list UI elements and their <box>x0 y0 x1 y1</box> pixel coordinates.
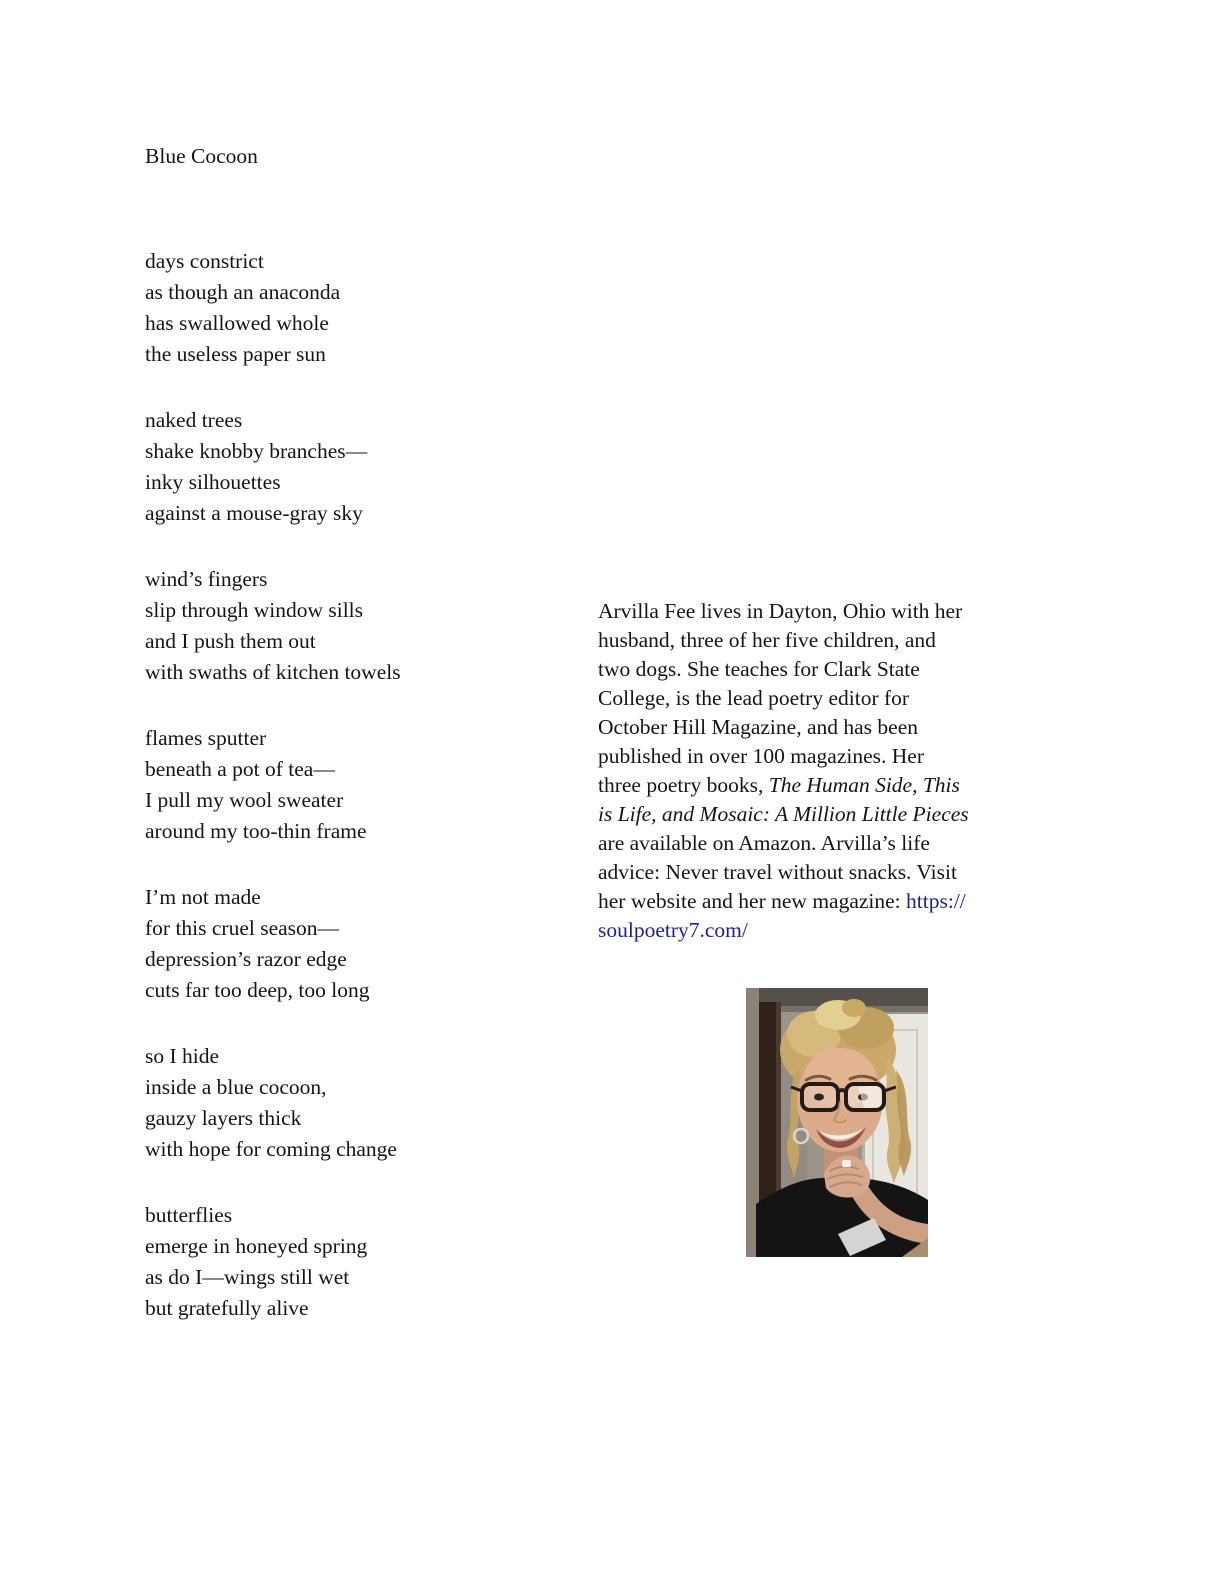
bio-line <box>598 858 1068 887</box>
bio-text: her website and her new magazine: <box>598 889 907 913</box>
poem-line: so I hide <box>145 1044 220 1068</box>
poem-line: with swaths of kitchen towels <box>145 660 401 684</box>
poem-line: with hope for coming change <box>145 1137 397 1161</box>
poem-line: I pull my wool sweater <box>145 788 344 812</box>
bio-text: is Life, and Mosaic: A Million Little Pieces <box>598 802 969 826</box>
bio-text: advice: Never travel without snacks. Visit <box>598 860 957 884</box>
bio-text: October Hill Magazine, and has been <box>598 715 918 739</box>
poem-title: Blue Cocoon <box>145 144 258 168</box>
bio-text: published in over 100 magazines. Her <box>598 744 924 768</box>
poem-line: flames sputter <box>145 726 267 750</box>
bio-text: Arvilla Fee lives in Dayton, Ohio with her <box>598 599 963 623</box>
poem-line: slip through window sills <box>145 598 364 622</box>
poem-stanza <box>145 723 401 847</box>
poem-line: naked trees <box>145 408 243 432</box>
poem-body <box>145 246 401 1324</box>
poem <box>145 141 401 1359</box>
bio-text: The Human Side, This <box>768 773 960 797</box>
poem-line: emerge in honeyed spring <box>145 1234 368 1258</box>
poem-line: butterflies <box>145 1203 233 1227</box>
author-bio <box>598 597 1068 945</box>
poem-line: the useless paper sun <box>145 342 326 366</box>
poem-line: gauzy layers thick <box>145 1106 302 1130</box>
bio-line <box>598 771 1068 800</box>
bio-line <box>598 597 1068 626</box>
poem-line: against a mouse-gray sky <box>145 501 363 525</box>
bio-line <box>598 916 1068 945</box>
poem-line: for this cruel season— <box>145 916 340 940</box>
portrait-photo-svg <box>746 988 928 1257</box>
poem-stanza <box>145 564 401 688</box>
poem-line: around my too-thin frame <box>145 819 367 843</box>
bio-line <box>598 655 1068 684</box>
bio-line <box>598 684 1068 713</box>
poem-line: as do I—wings still wet <box>145 1265 350 1289</box>
poem-line: I’m not made <box>145 885 261 909</box>
bio-text: College, is the lead poetry editor for <box>598 686 910 710</box>
bio-line <box>598 800 1068 829</box>
website-link[interactable]: https:// <box>906 889 966 913</box>
poem-line: days constrict <box>145 249 264 273</box>
author-photo <box>746 988 928 1257</box>
poem-stanza <box>145 246 401 370</box>
website-link[interactable]: soulpoetry7.com/ <box>598 918 748 942</box>
bio-text: two dogs. She teaches for Clark State <box>598 657 920 681</box>
poem-line: inside a blue cocoon, <box>145 1075 327 1099</box>
bio-line <box>598 887 1068 916</box>
poem-line: has swallowed whole <box>145 311 329 335</box>
poem-line: and I push them out <box>145 629 316 653</box>
poem-line: beneath a pot of tea— <box>145 757 335 781</box>
poem-line: but gratefully alive <box>145 1296 309 1320</box>
bio-line <box>598 713 1068 742</box>
poem-line: wind’s fingers <box>145 567 268 591</box>
poem-line: shake knobby branches— <box>145 439 368 463</box>
bio-line <box>598 829 1068 858</box>
poem-line: inky silhouettes <box>145 470 281 494</box>
poem-stanza <box>145 1041 401 1165</box>
poem-stanza <box>145 405 401 529</box>
bio-line <box>598 626 1068 655</box>
poem-line: as though an anaconda <box>145 280 341 304</box>
bio-text: are available on Amazon. Arvilla’s life <box>598 831 930 855</box>
poem-stanza <box>145 1200 401 1324</box>
bio-line <box>598 742 1068 771</box>
poem-line: depression’s razor edge <box>145 947 347 971</box>
bio-text: three poetry books, <box>598 773 769 797</box>
bio-text: husband, three of her five children, and <box>598 628 936 652</box>
poem-line: cuts far too deep, too long <box>145 978 370 1002</box>
poem-stanza <box>145 882 401 1006</box>
